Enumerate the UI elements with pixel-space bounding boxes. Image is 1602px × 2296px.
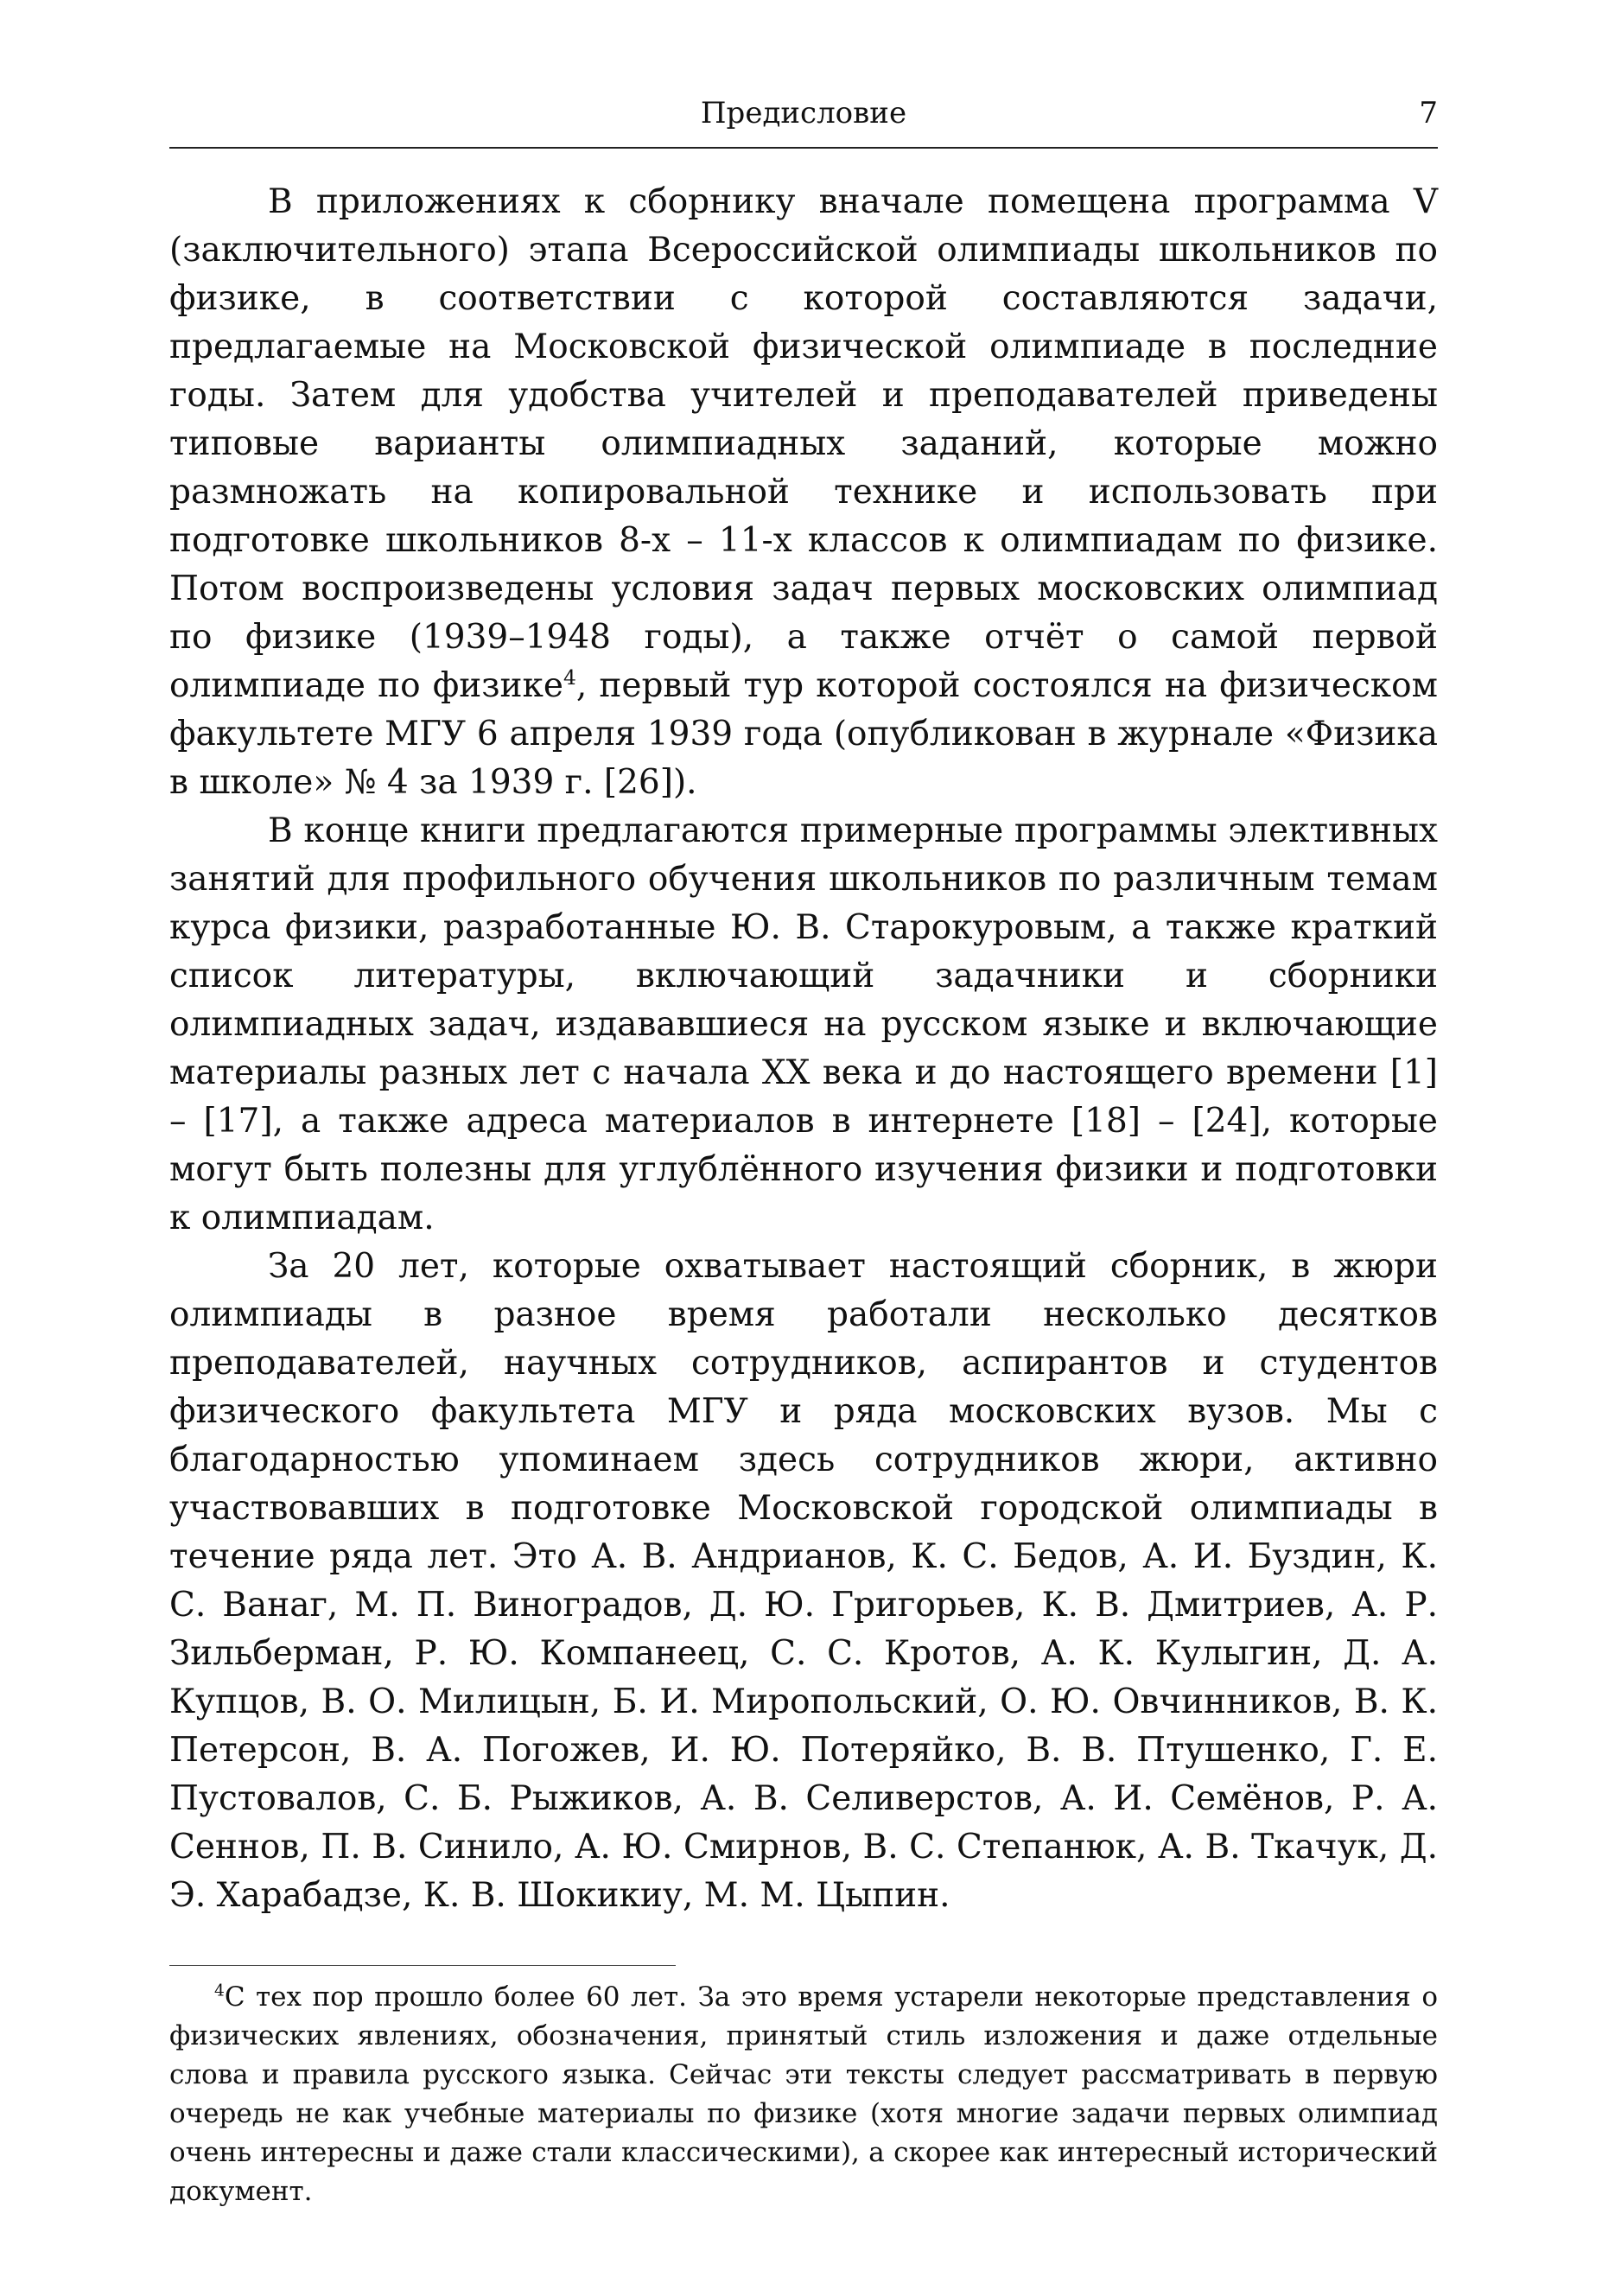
paragraph-appendices	[169, 178, 1438, 807]
paragraph-jury: За 20 лет, которые охватывает настоящий сборник, в жюри олимпиады в разное время работали несколько десятков преподавателей, научных сотрудников, аспирантов и студентов физического факультета МГУ и ряда московских вузов. Мы с благодарностью упоминаем здесь сотрудников жюри, активно участвовавших в подготовке Московской городской олимпиады в течение ряда лет. Это А. В. Андрианов, К. С. Бедов, А. И. Буздин, К. С. Ванаг, М. П. Виноградов, Д. Ю. Григорьев, К. В. Дмитриев, А. Р. Зильберман, Р. Ю. Компанеец, С. С. Кротов, А. К. Кулыгин, Д. А. Купцов, В. О. Милицын, Б. И. Миропольский, О. Ю. Овчинников, В. К. Петерсон, В. А. Погожев, И. Ю. Потеряйко, В. В. Птушенко, Г. Е. Пустовалов, С. Б. Рыжиков, А. В. Селиверстов, А. И. Семёнов, Р. А. Сеннов, П. В. Синило, А. Ю. Смирнов, В. С. Степанюк, А. В. Ткачук, Д. Э. Харабадзе, К. В. Шокикиу, М. М. Цыпин.	[169, 1247, 1438, 1915]
header-title: Предисловие	[700, 96, 907, 130]
paragraph-appendices-text-2: , первый тур которой состоялся на физическом факультете МГУ 6 апреля 1939 года (опубликован в журнале «Физика в школе» № 4 за 1939 г. [26]).	[169, 666, 1438, 802]
footnote-divider	[169, 1965, 676, 1966]
page-number: 7	[1419, 96, 1438, 130]
running-header	[169, 86, 1438, 149]
paragraph-book-end: В конце книги предлагаются примерные программы элективных занятий для профильного обучения школьников по различным темам курса физики, разработанные Ю. В. Старокуровым, а также краткий список литературы, включающий задачники и сборники олимпиадных задач, издававшиеся на русском языке и включающие материалы разных лет с начала XX века и до настоящего времени [1] – [17], а также адреса материалов в интернете [18] – [24], которые могут быть полезны для углублённого изучения физики и подготовки к олимпиадам.	[169, 811, 1438, 1237]
footnote	[169, 1978, 1438, 2211]
footnote-reference: 4	[563, 665, 576, 690]
footnote-text: С тех пор прошло более 60 лет. За это время устарели некоторые представления о физических явлениях, обозначения, принятый стиль изложения и даже отдельные слова и правила русского языка. Сейчас эти тексты следует рассматривать в первую очередь не как учебные материалы по физике (хотя многие задачи первых олимпиад очень интересны и даже стали классическими), а скорее как интересный исторический документ.	[169, 1981, 1438, 2207]
paragraph-appendices-text-1: В приложениях к сборнику вначале помещена программа V (заключительного) этапа Всероссийской олимпиады школьников по физике, в соответствии с которой составляются задачи, предлагаемые на Московской физической олимпиаде в последние годы. Затем для удобства учителей и преподавателей приведены типовые варианты олимпиадных заданий, которые можно размножать на копировальной технике и использовать при подготовке школьников 8-х – 11-х классов к олимпиадам по физике. Потом воспроизведены условия задач первых московских олимпиад по физике (1939–1948 годы), а также отчёт о самой первой олимпиаде по физике	[169, 182, 1438, 705]
book-page	[169, 86, 1438, 2229]
main-text	[169, 178, 1438, 1920]
footnote-marker: 4	[214, 1981, 225, 2000]
